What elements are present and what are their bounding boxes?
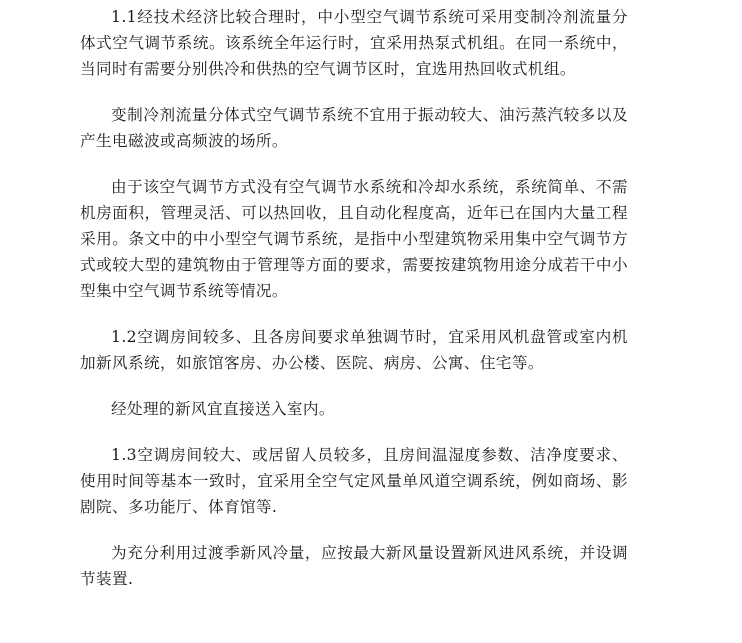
paragraph-1-1-vrf-system: 1.1经技术经济比较合理时，中小型空气调节系统可采用变制冷剂流量分体式空气调节系统。该系统全年运行时，宜采用热泵式机组。在同一系统中，当同时有需要分别供冷和供热的空气调节区时，宜选用热回收式机组。 [80,8,628,78]
paragraph-1-2-fan-coil-system: 1.2空调房间较多、且各房间要求单独调节时，宜采用风机盘管或室内机加新风系统，如旅馆客房、办公楼、医院、病房、公寓、住宅等。 [80,328,628,372]
paragraph-vrf-restrictions: 变制冷剂流量分体式空气调节系统不宜用于振动较大、油污蒸汽较多以及产生电磁波或高频波的场所。 [80,106,628,150]
paragraph-transition-season: 为充分利用过渡季新风冷量，应按最大新风量设置新风进风系统，并设调节装置. [80,544,628,588]
paragraph-1-3-all-air-system: 1.3空调房间较大、或居留人员较多，且房间温湿度参数、洁净度要求、使用时间等基本一致时，宜采用全空气定风量单风道空调系统，例如商场、影剧院、多功能厅、体育馆等. [80,446,628,516]
document-page [80,4,628,592]
paragraph-vrf-explanation: 由于该空气调节方式没有空气调节水系统和冷却水系统，系统简单、不需机房面积，管理灵活、可以热回收，且自动化程度高，近年已在国内大量工程采用。条文中的中小型空气调节系统，是指中小型建筑物采用集中空气调节方式或较大型的建筑物由于管理等方面的要求，需要按建筑物用途分成若干中小型集中空气调节系统等情况。 [80,178,628,300]
paragraph-fresh-air-supply: 经处理的新风宜直接送入室内。 [111,400,335,418]
